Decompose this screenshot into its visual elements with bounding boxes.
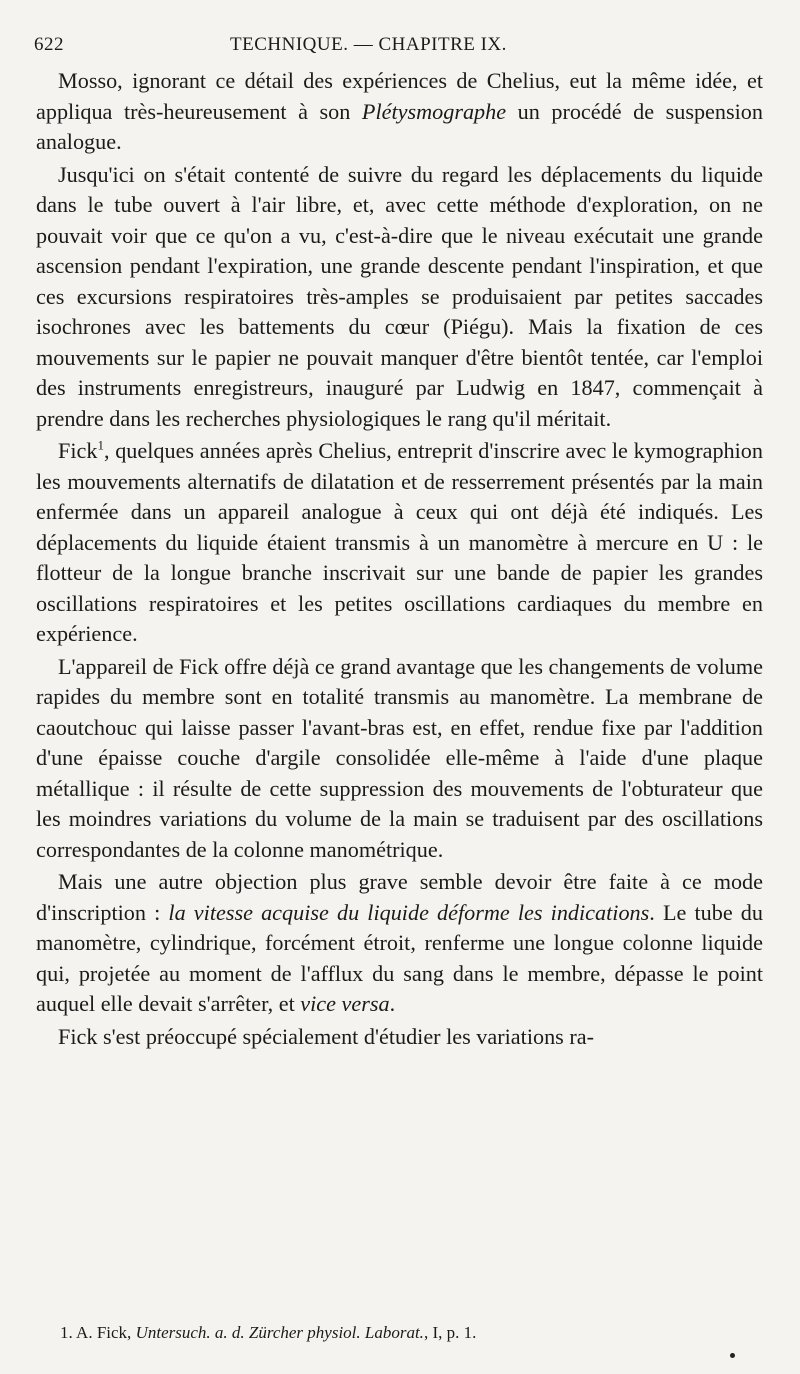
paragraph-5 [36, 867, 763, 1020]
paragraph-3-text-b: , quelques années après Chelius, entreprit d'inscrire avec le kymographion les mouvements alternatifs de dilatation et de resserrement présentés par la main enfermée dans un appareil analogue à ceux qui ont déjà été indiqués. Les déplacements du liquide étaient transmis à un manomètre à mercure en U : le flotteur de la longue branche inscrivait sur une bande de papier les grandes oscillations respiratoires et les petites oscillations cardiaques du membre en expérience. [36, 438, 763, 646]
paragraph-1 [36, 66, 763, 158]
paragraph-5-text-b: . Le tube du manomètre, cylindrique, forcément étroit, renferme une longue colonne liquide qui, projetée au moment de l'afflux du sang dans le membre, dépasse le point auquel elle devait s'arrêter, et [36, 899, 763, 1016]
body-text [36, 66, 763, 1052]
paragraph-4: L'appareil de Fick offre déjà ce grand avantage que les changements de volume rapides du membre sont en totalité transmis au manomètre. La membrane de caoutchouc qui laisse passer l'avant-bras est, en effet, rendue fixe par l'addition d'une épaisse couche d'argile consolidée elle-même à l'aide d'une plaque métallique : il résulte de cette suppression des mouvements de l'obturateur que les moindres variations du volume de la main se traduisent par des oscillations correspondantes de la colonne manométrique. [36, 653, 763, 862]
running-title: TECHNIQUE. — CHAPITRE IX. [230, 34, 507, 55]
paragraph-3 [36, 436, 763, 650]
paragraph-2: Jusqu'ici on s'était contenté de suivre du regard les déplacements du liquide dans le tube ouvert à l'air libre, et, avec cette méthode d'exploration, on ne pouvait voir que ce qu'on a vu, c'est-à-dire que le niveau exécutait une grande ascension pendant l'expiration, une grande descente pendant l'inspiration, et que ces excursions respiratoires très-amples se produisaient par petites saccades isochrones avec les battements du cœur (Piégu). Mais la fixation de ces mouvements sur le papier ne pouvait manquer d'être bientôt tentée, car l'emploi des instruments enregistreurs, inauguré par Ludwig en 1847, commençait à prendre dans les recherches physiologiques le rang qu'il méritait. [36, 161, 763, 431]
paragraph-1-text-a: Mosso, ignorant ce détail des expériences de Chelius, eut la même idée, et appliqua très-heureusement à son [36, 68, 763, 124]
footnote-text-b: , I, p. 1. [423, 1323, 477, 1342]
ink-dot [730, 1353, 735, 1358]
running-head [34, 34, 760, 62]
page-number: 622 [34, 34, 64, 55]
paragraph-6: Fick s'est préoccupé spécialement d'étudier les variations ra- [58, 1023, 594, 1049]
paragraph-1-text-b: un procédé de suspension analogue. [36, 98, 763, 154]
paragraph-5-italic-b: vice versa [300, 991, 390, 1016]
paragraph-5-text-c: . [389, 991, 396, 1016]
paragraph-1-italic: Plétysmographe [361, 98, 507, 124]
footnote [60, 1322, 760, 1344]
paragraph-5-italic-a: la vitesse acquise du liquide déforme les indications [168, 899, 650, 925]
footnote-text-a: 1. A. Fick, [60, 1323, 136, 1342]
paragraph-3-text-a: Fick [58, 438, 98, 463]
footnote-italic: Untersuch. a. d. Zürcher physiol. Laborat. [135, 1323, 424, 1342]
paragraph-5-text-a: Mais une autre objection plus grave semble devoir être faite à ce mode d'inscription : [36, 869, 763, 925]
footnote-marker: 1 [97, 437, 104, 453]
